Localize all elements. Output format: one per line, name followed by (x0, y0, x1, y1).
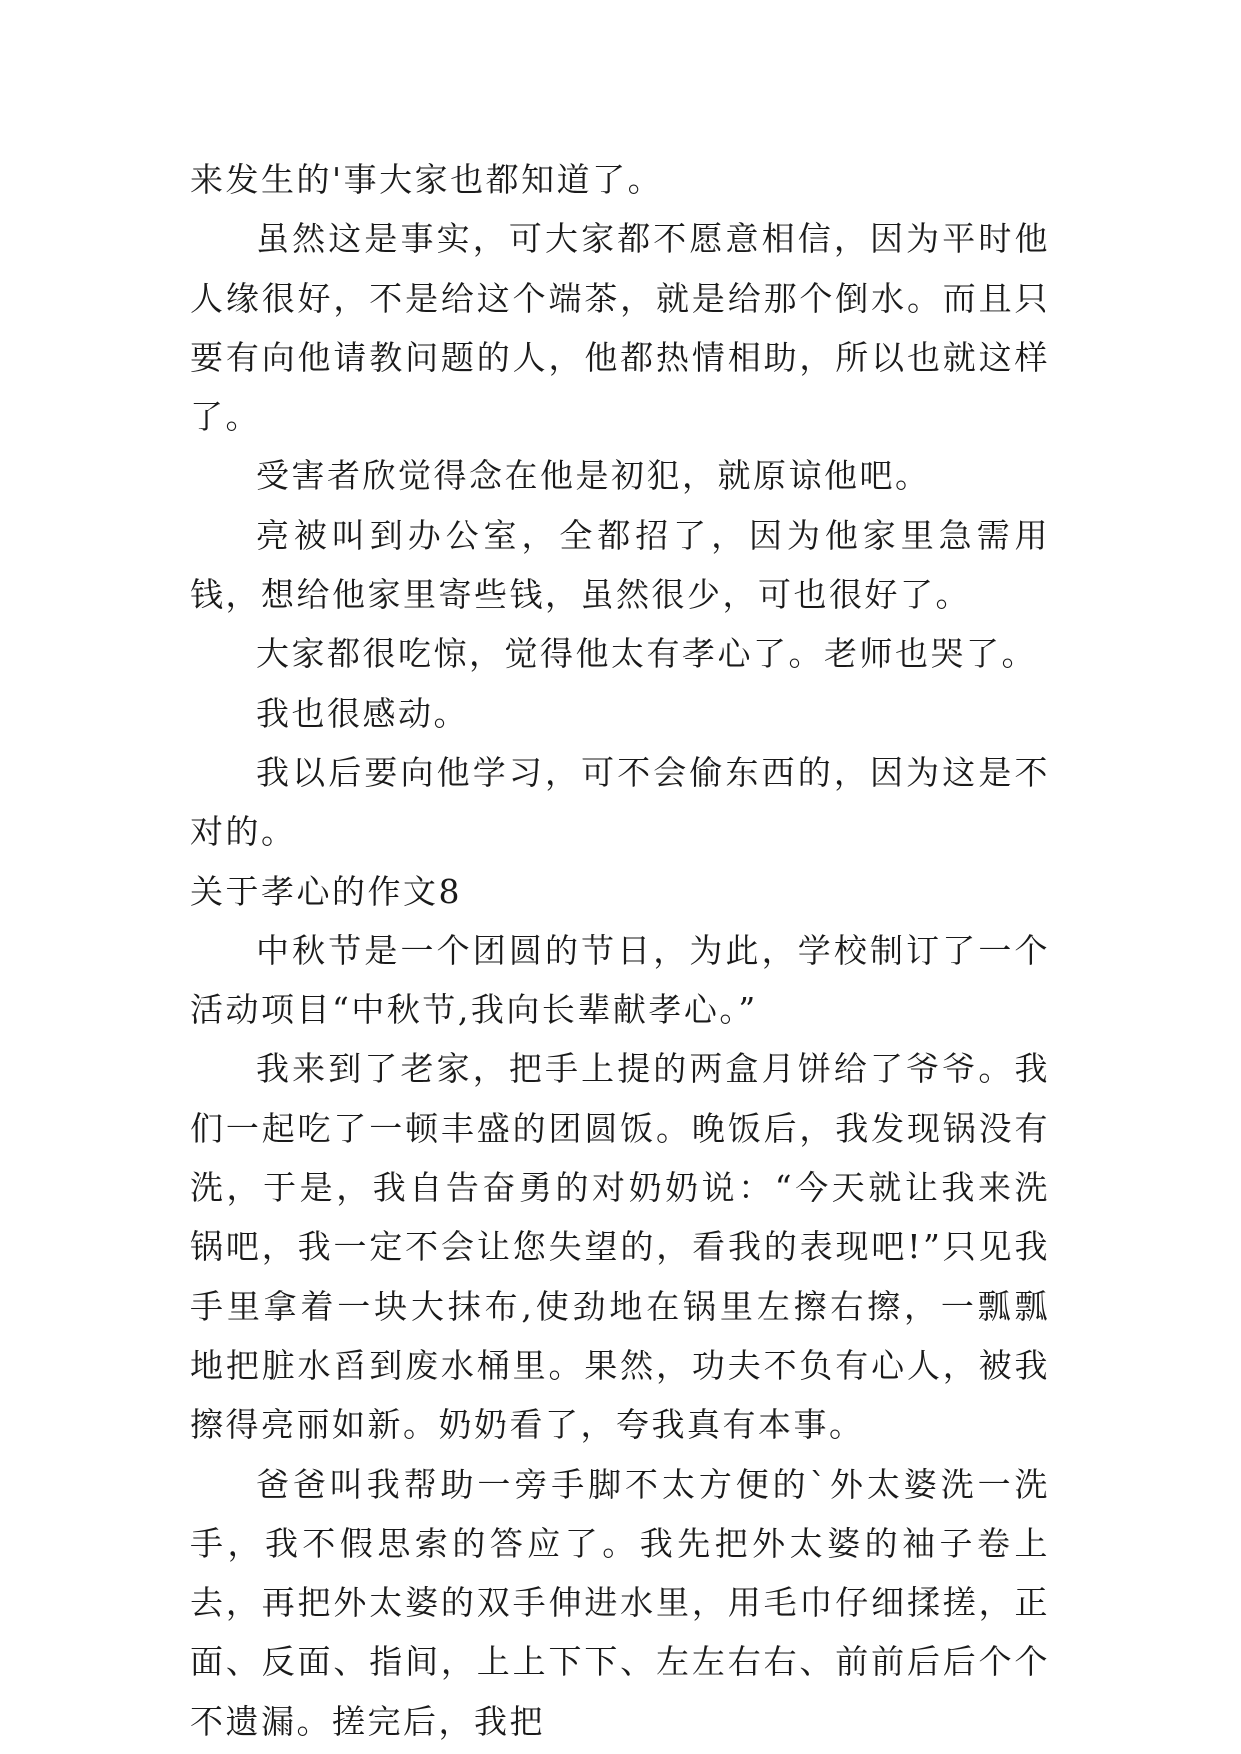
paragraph: 我也很感动。 (256, 693, 469, 733)
document-body (190, 150, 1050, 1751)
paragraph: 受害者欣觉得念在他是初犯，就原谅他吧。 (256, 456, 931, 496)
paragraph: 虽然这是事实，可大家都不愿意相信，因为平时他人缘很好，不是给这个端茶，就是给那个倒水。而且只要有向他请教问题的人，他都热情相助，所以也就这样了。 (190, 219, 1050, 437)
paragraph: 我来到了老家，把手上提的两盒月饼给了爷爷。我们一起吃了一顿丰盛的团圆饭。晚饭后，我发现锅没有洗，于是，我自告奋勇的对奶奶说：“今天就让我来洗锅吧，我一定不会让您失望的，看我的表现吧!”只见我手里拿着一块大抹布,使劲地在锅里左擦右擦，一瓢瓢地把脏水舀到废水桶里。果然，功夫不负有心人，被我擦得亮丽如新。奶奶看了，夸我真有本事。 (190, 1049, 1050, 1445)
paragraph: 亮被叫到办公室，全都招了，因为他家里急需用钱，想给他家里寄些钱，虽然很少，可也很好了。 (190, 515, 1050, 615)
paragraph: 来发生的'事大家也都知道了。 (190, 160, 664, 199)
paragraph: 大家都很吃惊，觉得他太有孝心了。老师也哭了。 (256, 634, 1037, 674)
paragraph: 中秋节是一个团圆的节日，为此，学校制订了一个活动项目“中秋节,我向长辈献孝心。” (190, 930, 1050, 1030)
paragraph: 我以后要向他学习，可不会偷东西的，因为这是不对的。 (190, 752, 1050, 852)
section-heading: 关于孝心的作文8 (190, 871, 462, 911)
paragraph: 爸爸叫我帮助一旁手脚不太方便的`外太婆洗一洗手，我不假思索的答应了。我先把外太婆的袖子卷上去，再把外太婆的双手伸进水里，用毛巾仔细揉搓，正面、反面、指间，上上下下、左左右右、前前后后个个不遗漏。搓完后，我把 (190, 1464, 1050, 1741)
